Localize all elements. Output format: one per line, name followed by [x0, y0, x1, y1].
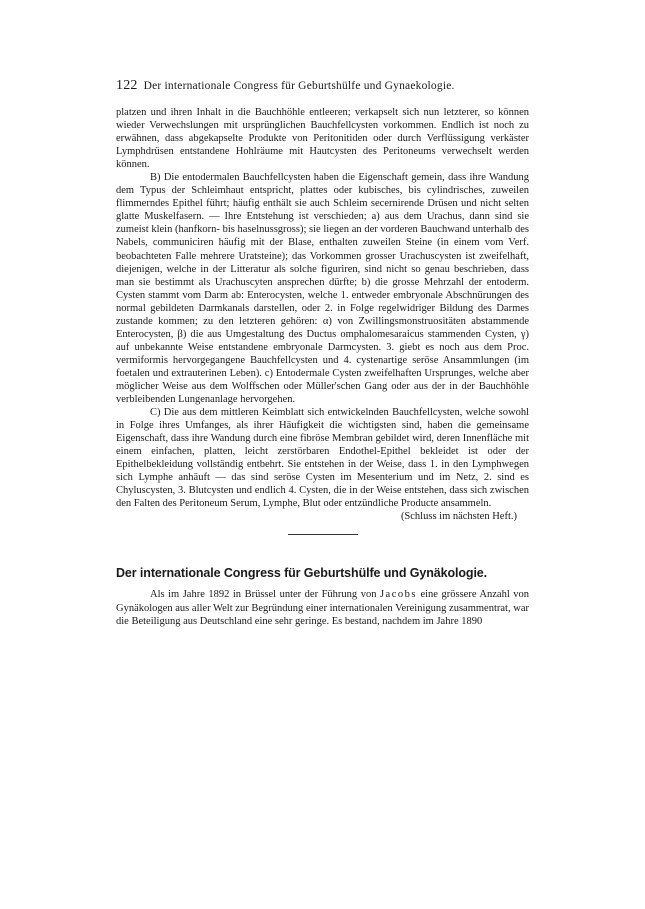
section-heading: Der internationale Congress für Geburtshülfe und Gynäkologie. — [116, 566, 488, 581]
paragraph: B) Die entodermalen Bauchfellcysten haben die Eigenschaft gemein, dass ihre Wandung dem Typus der Schleimhaut entspricht, plattes oder kubisches, bis cylindrisches, zuweilen flimmerndes Epithel führt; häufig enthält sie auch Schleim secernirende Drüsen und nicht selten glatte Muskelfasern. — Ihre Entstehung ist verschieden; a) aus dem Urachus, dann sind sie zumeist klein (hanfkorn- bis haselnussgross); sie liegen an der vorderen Bauchwand unterhalb des Nabels, communiciren häufig mit der Blase, enthalten zuweilen Steine (in einem vom Verf. beobachteten Falle mehrere Uratsteine); das Vorkommen grosser Urachuscysten ist zweifelhaft, diejenigen, welche in der Litteratur als solche figuriren, sind nicht so genau beschrieben, dass man sie bestimmt als Urachuscyten ansprechen dürfte; b) die grosse Mehrzahl der entoderm. Cysten stammt vom Darm ab: Enterocysten, welche 1. entweder embryonale Abschnürungen des normal gebildeten Darmkanals darstellen, oder 2. in Folge regelwidriger Bildung des Darmes zustande kommen; zu den letzteren gehören: α) von Zwillingsmonstruositäten abstammende Enterocysten, β) die aus Umgestaltung des Ductus omphalomesaraicus stammenden Cysten, γ) auf unbekannte Weise entstandene embryonale Darmcysten. 3. giebt es noch aus dem Proc. vermiformis hervorgegangene Bauchfellcysten und 4. cystenartige seröse Ansammlungen (im foetalen und extrauterinen Leben). c) Entodermale Cysten zweifelhaften Ursprunges, welche aber möglicher Weise aus dem Wolffschen oder Müller'schen Gang oder aus der in der Bauchhöhle verbleibenden Lungenanlage hervorgehen. — [116, 172, 529, 406]
paragraph: C) Die aus dem mittleren Keimblatt sich entwickelnden Bauchfellcysten, welche sowohl in Folge ihres Umfanges, als ihrer Häufigkeit die wichtigsten sind, haben die gemeinsame Eigenschaft, dass ihre Wandung durch eine fibröse Membran gebildet wird, deren Innenfläche mit einem einfachen, platten, leicht zerstörbaren Endothel-Epithel bekleidet ist oder der Epithelbekleidung vollständig entbehrt. Sie entstehen in der Weise, dass 1. in den Lymphwegen sich Lymphe anhäuft — das sind seröse Cysten im Mesenterium und im Netz, 2. sind es Chyluscysten, 3. Blutcysten und endlich 4. Cysten, die in der Weise entstehen, dass sich zwischen den Falten des Peritoneum Serum, Lymphe, Blut oder entzündliche Producte ansammeln. — [116, 407, 529, 510]
continuation-note: (Schluss im nächsten Heft.) — [400, 511, 517, 523]
paragraph-text: Als im Jahre 1892 in Brüssel unter der Führung von — [150, 589, 380, 601]
person-name: Jacobs — [379, 589, 417, 601]
article-body — [116, 106, 529, 510]
page-number: 122 — [116, 78, 138, 93]
paragraph: platzen und ihren Inhalt in die Bauchhöhle entleeren; verkapselt sich nun letzterer, so können wieder Verwechslungen mit ursprünglichen Bauchfellcysten vorkommen. Endlich ist noch zu erwähnen, dass abgekapselte Produkte von Peritonitiden oder durch Verflüssigung verkäster Lymphdrüsen entstandene Hohlräume mit Hautcysten des Peritoneums verwechselt werden können. — [116, 107, 529, 171]
paragraph-text: eine grössere Anzahl von Gynäkologen aus aller Welt zur Begründung einer internationalen Vereinigung zusammentrat, war die Beteiligung aus Deutschland eine sehr geringe. Es bestand, nachdem im Jahre 1890 — [116, 589, 529, 627]
running-head — [116, 78, 529, 94]
document-page — [116, 78, 529, 628]
section-divider — [288, 534, 358, 535]
paragraph — [116, 588, 529, 627]
running-head-title: Der internationale Congress für Geburtshülfe und Gynaekologie. — [143, 80, 455, 92]
section-body — [116, 588, 529, 627]
